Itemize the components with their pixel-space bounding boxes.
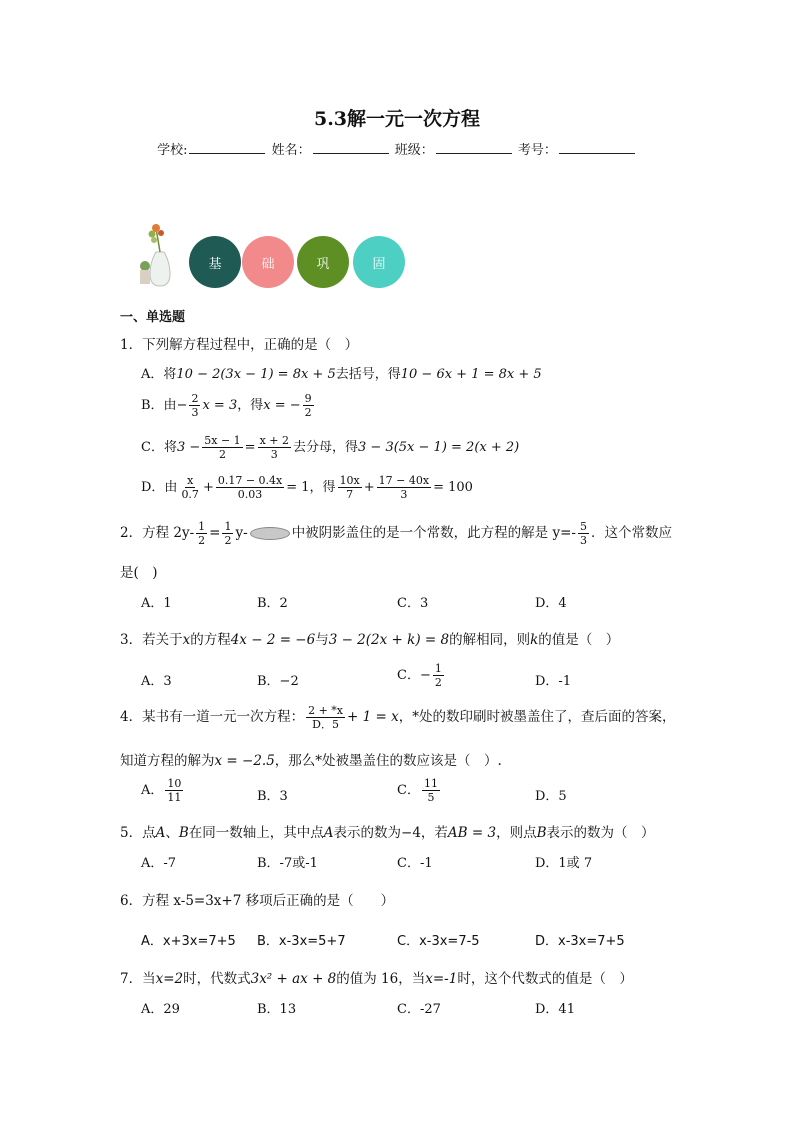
section-title: 一、单选题 bbox=[120, 310, 186, 325]
q7-option-c[interactable]: C．-27 bbox=[397, 1002, 441, 1017]
q5-option-c[interactable]: C．-1 bbox=[397, 856, 433, 871]
q2-stem bbox=[120, 520, 672, 547]
q4-line2-post: ，那么*处被墨盖住的数应该是（ ）. bbox=[274, 753, 502, 769]
banner-text-4: 固 bbox=[372, 256, 386, 272]
q4-option-b[interactable]: B．3 bbox=[257, 789, 288, 804]
q5-mid: 在同一数轴上，其中点 bbox=[188, 825, 324, 841]
q4-line2-expr: x = −2.5 bbox=[214, 753, 275, 769]
school-label: 学校: bbox=[157, 143, 188, 158]
q4-a-prefix: A． bbox=[141, 783, 164, 798]
q3-option-a[interactable]: A．3 bbox=[141, 674, 172, 689]
q4-c-prefix: C． bbox=[397, 783, 420, 798]
q7-stem bbox=[120, 967, 633, 987]
q5-option-d[interactable]: D．1或 7 bbox=[535, 856, 593, 871]
q1-option-d[interactable] bbox=[141, 474, 473, 501]
q7-x2: x=-1 bbox=[425, 971, 458, 987]
banner-text-1: 基 bbox=[208, 256, 222, 272]
q5-ab: AB = 3 bbox=[447, 825, 497, 841]
q3-mid1: 的方程 bbox=[190, 632, 231, 648]
q2-post: 中被阴影盖住的是一个常数，此方程的解是 y=- bbox=[291, 525, 576, 541]
q2-option-d[interactable]: D．4 bbox=[535, 596, 567, 611]
class-blank[interactable] bbox=[436, 141, 512, 154]
q6-option-a[interactable]: A．x+3x=7+5 bbox=[141, 934, 236, 949]
q7-expr: 3x² + ax + 8 bbox=[250, 971, 337, 987]
q1-d-frac2: $\frac{0.17 - 0.4x}{0.03}$ bbox=[217, 474, 283, 501]
q1-d-frac3: $\frac{10x}{7}$ bbox=[339, 474, 360, 501]
q3-x: x bbox=[182, 632, 191, 648]
q1-b-mid: ，得 bbox=[237, 398, 264, 413]
q5-post: ，则点 bbox=[496, 825, 537, 841]
q5-B: B bbox=[178, 825, 189, 841]
q1-c-expr: 3 − 3(5x − 1) = 2(x + 2) bbox=[358, 440, 520, 455]
q7-post: 时，这个代数式的值是（ ） bbox=[457, 971, 633, 987]
q1-d-frac4: $\frac{17 - 40x}{3}$ bbox=[378, 474, 430, 501]
banner-circle-2 bbox=[242, 236, 294, 288]
q2-pre: 2．方程 2y- bbox=[120, 525, 195, 541]
q2-frac3: $\frac{5}{3}$ bbox=[579, 520, 587, 547]
q1-b-frac: $\frac{2}{3}$ bbox=[191, 392, 199, 419]
q1-c-mid: 去分母，得 bbox=[293, 440, 359, 455]
q1-b-expr2: x = − bbox=[263, 398, 301, 413]
page-title: 5.3解一元一次方程 bbox=[313, 108, 481, 130]
q1-option-a[interactable] bbox=[141, 363, 542, 382]
banner-circle-4 bbox=[353, 236, 405, 288]
q3-c-prefix: C．− bbox=[397, 668, 431, 683]
q1-b-minus: − bbox=[176, 398, 188, 413]
q5-option-b[interactable]: B．-7或-1 bbox=[257, 856, 318, 871]
q1-d-eq2: = 100 bbox=[433, 480, 473, 495]
q7-mid1: 时，代数式 bbox=[183, 971, 251, 987]
q1-d-mid: ，得 bbox=[309, 480, 336, 495]
q7-option-a[interactable]: A．29 bbox=[141, 1002, 180, 1017]
class-label: 班级： bbox=[394, 143, 434, 158]
id-label: 考号： bbox=[517, 143, 557, 158]
q1-d-plus: + bbox=[202, 480, 214, 495]
q1-c-3: 3 − bbox=[176, 440, 201, 455]
q4-line2-pre: 知道方程的解为 bbox=[120, 753, 215, 769]
q1-a-expr1: 10 − 2(3x − 1) = 8x + 5 bbox=[176, 367, 336, 382]
q5-pre: 5．点 bbox=[120, 825, 156, 841]
q2-eq: = bbox=[209, 525, 221, 541]
student-info-line bbox=[0, 139, 794, 158]
q7-option-d[interactable]: D．41 bbox=[535, 1002, 575, 1017]
q3-option-c[interactable] bbox=[397, 662, 446, 689]
q4-option-d[interactable]: D．5 bbox=[535, 789, 567, 804]
q3-c-frac: $\frac{1}{2}$ bbox=[434, 662, 442, 689]
q1-option-c[interactable] bbox=[141, 434, 519, 461]
q1-c-eq: = bbox=[244, 440, 256, 455]
banner-text-3: 巩 bbox=[316, 256, 330, 272]
q7-x1: x=2 bbox=[155, 971, 184, 987]
q7-option-b[interactable]: B．13 bbox=[257, 1002, 297, 1017]
q7-mid2: 的值为 16，当 bbox=[336, 971, 426, 987]
q6-option-c[interactable]: C．x-3x=7-5 bbox=[397, 934, 480, 949]
q1-d-prefix: D．由 bbox=[141, 480, 178, 495]
banner-circle-3 bbox=[297, 236, 349, 288]
q1-c-frac1: $\frac{5x - 1}{2}$ bbox=[204, 434, 241, 461]
q4-stem-line2 bbox=[120, 749, 502, 769]
q1-a-prefix: A．将 bbox=[141, 367, 177, 382]
q5-mid2: 表示的数为 bbox=[333, 825, 402, 841]
q1-a-mid: 去括号，得 bbox=[335, 367, 401, 382]
q3-option-d[interactable]: D．-1 bbox=[535, 674, 572, 689]
q4-frac: $\frac{2 + *x}{D.5}$ bbox=[308, 704, 344, 731]
banner-circle-1 bbox=[189, 236, 241, 288]
q4-option-c[interactable] bbox=[397, 777, 442, 804]
q5-post2: 表示的数为（ ） bbox=[546, 825, 655, 841]
q2-frac2: $\frac{1}{2}$ bbox=[224, 520, 232, 547]
q1-d-eq: = 1 bbox=[286, 480, 310, 495]
q2-post2: ．这个常数应 bbox=[590, 525, 672, 541]
q5-value: −4 bbox=[401, 825, 421, 841]
q4-a-frac: $\frac{10}{11}$ bbox=[167, 777, 182, 804]
q4-stem bbox=[120, 704, 675, 731]
q4-pre: 4．某书有一道一元一次方程： bbox=[120, 709, 305, 725]
q1-stem: 1．下列解方程过程中，正确的是（ ） bbox=[120, 337, 359, 353]
q3-pre: 3．若关于 bbox=[120, 632, 183, 648]
q6-stem: 6．方程 x-5=3x+7 移项后正确的是（ ） bbox=[120, 893, 395, 909]
q5-sep: 、 bbox=[165, 825, 179, 841]
q1-d-frac1: $\frac{x}{0.7}$ bbox=[181, 474, 199, 501]
q7-pre: 7．当 bbox=[120, 971, 156, 987]
q5-option-a[interactable]: A．-7 bbox=[141, 856, 177, 871]
banner-text-2: 础 bbox=[261, 256, 275, 272]
q1-b-frac2: $\frac{9}{2}$ bbox=[304, 392, 312, 419]
q5-A2: A bbox=[323, 825, 334, 841]
q1-b-expr: x = 3 bbox=[202, 398, 238, 413]
q2-option-c[interactable]: C．3 bbox=[397, 596, 429, 611]
school-blank[interactable] bbox=[189, 141, 265, 154]
q1-c-frac2: $\frac{x + 2}{3}$ bbox=[259, 434, 289, 461]
q3-expr2: 3 − 2(2x + k) = 8 bbox=[328, 632, 450, 648]
q3-post2: 的值是（ ） bbox=[538, 632, 620, 648]
id-blank[interactable] bbox=[559, 141, 635, 154]
q4-eq: + 1 = x bbox=[347, 709, 399, 725]
q2-option-b[interactable]: B．2 bbox=[257, 596, 288, 611]
q3-mid2: 与 bbox=[315, 632, 329, 648]
q1-b-prefix: B．由 bbox=[141, 398, 177, 413]
q4-c-frac: $\frac{11}{5}$ bbox=[423, 777, 438, 804]
q5-mid3: ，若 bbox=[420, 825, 448, 841]
name-blank[interactable] bbox=[313, 141, 389, 154]
q3-expr1: 4x − 2 = −6 bbox=[230, 632, 316, 648]
name-label: 姓名： bbox=[271, 143, 311, 158]
q4-post: ，*处的数印刷时被墨盖住了，查后面的答案， bbox=[398, 709, 676, 725]
q6-option-d[interactable]: D．x-3x=7+5 bbox=[535, 934, 625, 949]
q6-option-b[interactable]: B．x-3x=5+7 bbox=[257, 934, 346, 949]
q5-A: A bbox=[155, 825, 166, 841]
q4-option-a[interactable] bbox=[141, 777, 185, 804]
q5-B2: B bbox=[536, 825, 547, 841]
q1-c-prefix: C．将 bbox=[141, 440, 177, 455]
q2-frac1: $\frac{1}{2}$ bbox=[198, 520, 206, 547]
q5-stem bbox=[120, 821, 655, 841]
q1-d-plus2: + bbox=[363, 480, 375, 495]
ink-blot-shape bbox=[250, 527, 290, 540]
q2-y: y- bbox=[235, 525, 248, 541]
q1-a-expr2: 10 − 6x + 1 = 8x + 5 bbox=[400, 367, 542, 382]
q3-k: k bbox=[530, 632, 539, 648]
vase-plant-icon bbox=[134, 222, 184, 290]
q3-option-b[interactable]: B．−2 bbox=[257, 674, 299, 689]
q3-stem bbox=[120, 628, 619, 648]
q2-stem-line2: 是( ) bbox=[120, 565, 158, 581]
q3-post: 的解相同，则 bbox=[449, 632, 531, 648]
q1-option-b[interactable] bbox=[141, 392, 316, 419]
q2-option-a[interactable]: A．1 bbox=[141, 596, 172, 611]
